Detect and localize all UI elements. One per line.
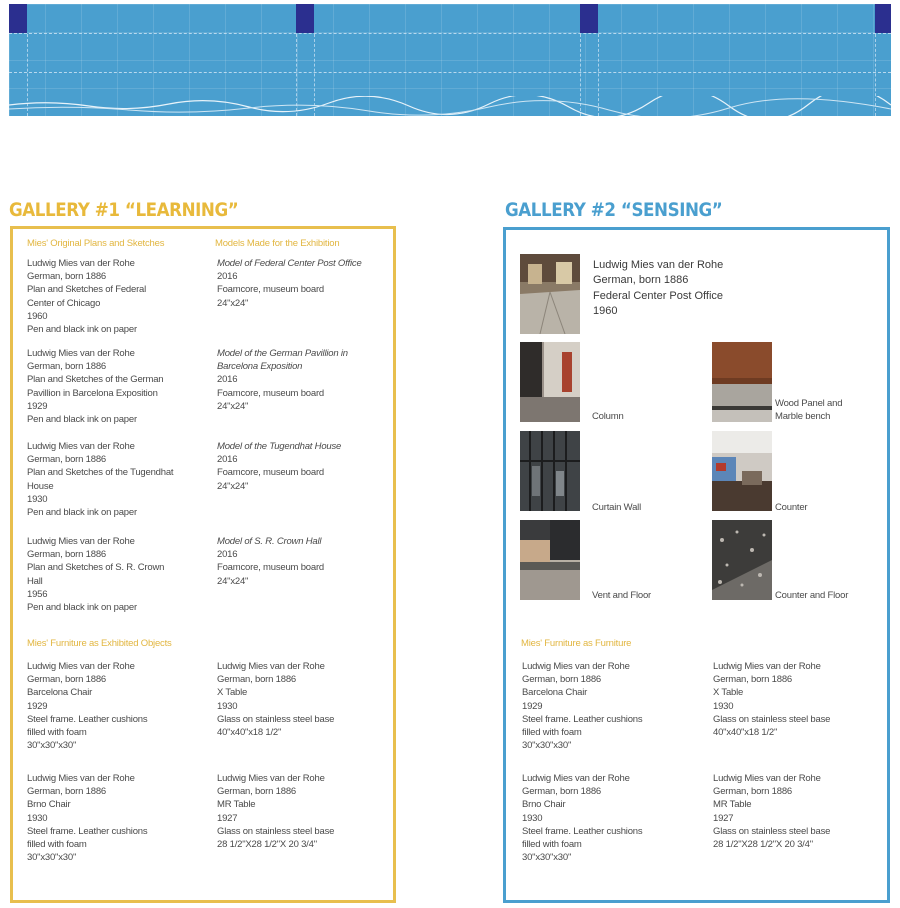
label-line: Steel frame. Leather cushions [522,825,643,837]
models-section-header: Models Made for the Exhibition [215,238,340,249]
label-entry [217,660,334,739]
label-line: 30"x30"x30" [27,740,77,752]
label-entry [713,660,830,739]
label-line: Plan and Sketches of Federal [27,284,147,296]
photo-caption-vent-floor: Vent and Floor [592,590,651,601]
label-line: MR Table [713,799,752,811]
column-block [875,4,891,33]
label-line: German, born 1886 [713,674,792,686]
label-line: 40"x40"x18 1/2" [217,727,282,739]
label-entry [27,660,147,752]
label-line: X Table [217,687,248,699]
label-line: Model of the German Pavillion in [217,348,348,359]
floor-line [9,96,891,116]
lobby-photo [520,254,580,334]
facade-elevation-drawing [9,4,891,116]
label-line: 1929 [27,700,48,712]
label-line: German, born 1886 [27,786,106,798]
label-line: 24"x24" [217,480,249,492]
label-line: German, born 1886 [522,674,601,686]
counter-floor-photo [712,520,772,600]
label-entry [522,772,642,864]
column-block [296,4,314,33]
photo-caption-column: Column [592,411,624,422]
label-line: 1929 [522,700,543,712]
label-entry [27,535,164,614]
hero-year-line: 1960 [593,305,618,317]
label-line: 2016 [217,549,238,561]
label-line: Pen and black ink on paper [27,507,137,519]
label-line: Ludwig Mies van der Rohe [713,773,821,784]
label-line: German, born 1886 [27,674,106,686]
column-block [580,4,598,33]
label-line: Ludwig Mies van der Rohe [522,661,630,672]
label-line: German, born 1886 [27,549,106,561]
label-line: 30"x30"x30" [27,852,77,864]
label-line: 1956 [27,588,48,600]
label-line: 1927 [217,812,238,824]
label-line: MR Table [217,799,256,811]
label-entry [217,440,341,493]
counter-photo [712,431,772,511]
label-line: Center of Chicago [27,297,101,309]
label-line: Plan and Sketches of the German [27,374,164,386]
label-line: filled with foam [522,727,582,739]
label-line: 1930 [27,493,48,505]
label-line: Steel frame. Leather cushions [522,713,643,725]
curtain-wall-photo [520,431,580,511]
label-line: filled with foam [27,839,87,851]
label-line: 28 1/2"X28 1/2"X 20 3/4" [217,839,317,851]
label-line: Plan and Sketches of the Tugendhat [27,467,174,479]
label-line: Barcelona Exposition [217,361,303,373]
label-line: filled with foam [522,839,582,851]
hero-born-line: German, born 1886 [593,274,689,286]
plans-section-header: Mies' Original Plans and Sketches [27,238,165,249]
label-line: Brno Chair [522,799,566,811]
label-line: German, born 1886 [27,271,106,283]
label-line: Pen and black ink on paper [27,414,137,426]
label-line: Ludwig Mies van der Rohe [27,258,135,269]
label-line: 1960 [27,310,48,322]
label-line: Ludwig Mies van der Rohe [27,441,135,452]
label-entry [713,772,830,851]
photo-caption-curtain-wall: Curtain Wall [592,502,641,513]
label-entry [217,535,324,588]
column-photo [520,342,580,422]
label-line: Ludwig Mies van der Rohe [217,661,325,672]
label-line: Steel frame. Leather cushions [27,713,148,725]
label-line: Glass on stainless steel base [217,713,335,725]
label-line: Foamcore, museum board [217,387,325,399]
label-line: Plan and Sketches of S. R. Crown [27,562,165,574]
label-line: Ludwig Mies van der Rohe [713,661,821,672]
label-line: Ludwig Mies van der Rohe [522,773,630,784]
label-entry [27,772,147,864]
label-line: Model of the Tugendhat House [217,441,342,452]
gallery-1-title: GALLERY #1 “LEARNING” [9,199,239,221]
label-line: Model of Federal Center Post Office [217,258,362,269]
label-line: 2016 [217,454,238,466]
hero-artist-line: Ludwig Mies van der Rohe [593,259,724,271]
label-line: Ludwig Mies van der Rohe [217,773,325,784]
label-line: House [27,480,54,492]
label-entry [27,347,163,426]
gallery-2-title: GALLERY #2 “SENSING” [505,199,723,221]
label-line: Pen and black ink on paper [27,602,137,614]
label-line: Ludwig Mies van der Rohe [27,348,135,359]
label-line: German, born 1886 [27,454,106,466]
vent-floor-photo [520,520,580,600]
furniture-objects-section-header: Mies' Furniture as Exhibited Objects [27,638,172,649]
label-line: 24"x24" [217,297,249,309]
label-line: 30"x30"x30" [522,740,572,752]
label-entry [27,440,173,519]
label-line: Hall [27,575,43,587]
label-line: X Table [713,687,744,699]
label-line: 30"x30"x30" [522,852,572,864]
label-entry [217,347,348,413]
label-line: 28 1/2"X28 1/2"X 20 3/4" [713,839,813,851]
label-line: 2016 [217,271,238,283]
label-line: Barcelona Chair [27,687,93,699]
label-entry [27,257,146,336]
label-line: German, born 1886 [713,786,792,798]
label-line: Barcelona Chair [522,687,588,699]
label-line: German, born 1886 [217,674,296,686]
label-line: Foamcore, museum board [217,562,325,574]
hero-building-line: Federal Center Post Office [593,290,724,302]
label-line: Brno Chair [27,799,71,811]
photo-caption-wood-panel: Wood Panel and Marble bench [775,398,843,422]
label-entry [522,660,642,752]
label-line: Pavillion in Barcelona Exposition [27,387,158,399]
label-line: German, born 1886 [522,786,601,798]
photo-caption-counter: Counter [775,502,808,513]
label-line: Glass on stainless steel base [713,713,831,725]
label-line: Foamcore, museum board [217,467,325,479]
label-line: Foamcore, museum board [217,284,325,296]
label-line: 1929 [27,400,48,412]
photo-caption-counter-floor: Counter and Floor [775,590,849,601]
label-line: 24"x24" [217,400,249,412]
label-entry [217,772,334,851]
label-line: filled with foam [27,727,87,739]
label-line: 1930 [27,812,48,824]
label-line: 1930 [217,700,238,712]
label-line: Glass on stainless steel base [217,825,335,837]
label-line: 2016 [217,374,238,386]
label-line: 1930 [713,700,734,712]
label-line: Model of S. R. Crown Hall [217,536,322,547]
label-line: Steel frame. Leather cushions [27,825,148,837]
label-line: German, born 1886 [217,786,296,798]
label-line: Ludwig Mies van der Rohe [27,773,135,784]
wood-panel-photo [712,342,772,422]
label-line: 40"x40"x18 1/2" [713,727,778,739]
label-line: Glass on stainless steel base [713,825,831,837]
column-block [9,4,27,33]
label-line: Ludwig Mies van der Rohe [27,661,135,672]
label-line: 1927 [713,812,734,824]
label-line: 24"x24" [217,575,249,587]
label-line: Pen and black ink on paper [27,324,137,336]
label-line: German, born 1886 [27,361,106,373]
furniture-section-header: Mies' Furniture as Furniture [521,638,632,649]
label-entry [217,257,362,310]
label-line: Ludwig Mies van der Rohe [27,536,135,547]
label-line: 1930 [522,812,543,824]
